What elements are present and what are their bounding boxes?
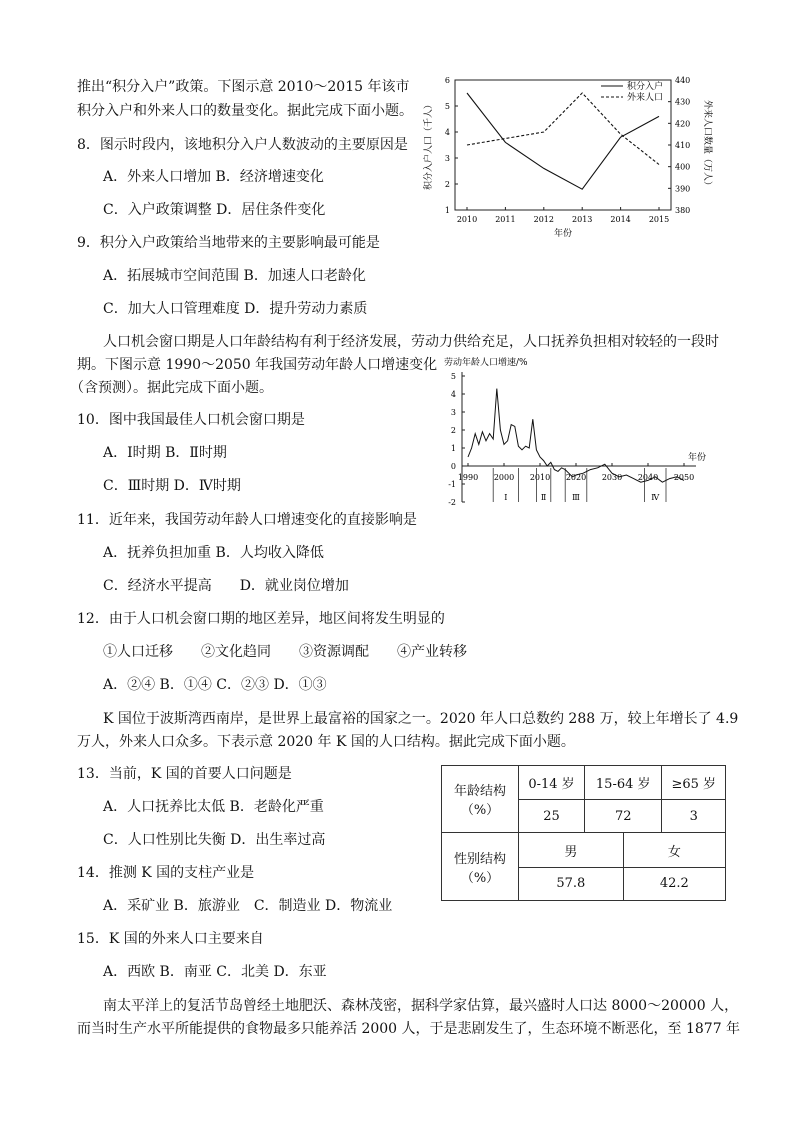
period-label: Ⅲ [572, 493, 580, 502]
x-tick-label: 2015 [648, 215, 670, 224]
period-label: Ⅱ [540, 493, 547, 502]
y-tick-label: 4 [444, 128, 450, 137]
intro1-line2: 积分入户和外来人口的数量变化。据此完成下面小题。 [77, 103, 413, 119]
y-tick-label: 5 [444, 102, 450, 111]
y-tick-label: 2 [450, 426, 456, 435]
intro4-line1: 南太平洋上的复活节岛曾经土地肥沃、森林茂密，据科学家估算，最兴盛时人口达 8000～20000 人， [103, 998, 739, 1014]
q11-options-2: C．经济水平提高 D．就业岗位增加 [103, 578, 349, 594]
q10-stem: 10．图中我国最佳人口机会窗口期是 [77, 412, 305, 428]
age-structure-header: 年龄结构 （%） [442, 766, 519, 833]
y2-tick-label: 440 [675, 76, 691, 85]
x-tick-label: 2030 [601, 473, 623, 482]
y2-tick-label: 410 [675, 141, 691, 150]
x-tick-label: 2000 [493, 473, 515, 482]
x-tick-label: 2012 [533, 215, 554, 224]
intro4-line2: 而当时生产水平所能提供的食物最多只能养活 2000 人，于是悲剧发生了，生态环境不断恶化，至 1877 年 [77, 1021, 741, 1037]
q8-options-1: A．外来人口增加 B．经济增速变化 [103, 169, 324, 185]
x-tick-label: 2013 [572, 215, 593, 224]
q9-options-2: C．加大人口管理难度 D．提升劳动力素质 [103, 301, 368, 317]
q14-options: A．采矿业 B．旅游业 C．制造业 D．物流业 [103, 898, 393, 914]
x-tick-label: 2020 [565, 473, 587, 482]
y2-tick-label: 400 [675, 162, 691, 172]
q15-stem: 15．K 国的外来人口主要来自 [77, 931, 264, 947]
x-tick-label: 2010 [456, 215, 478, 224]
y-axis-label: 积分入户人口（千人） [424, 99, 434, 191]
y-tick-label: 2 [444, 180, 450, 189]
q8-options-2: C．入户政策调整 D．居住条件变化 [103, 202, 326, 218]
y-tick-label: -1 [448, 480, 456, 489]
y-tick-label: 1 [444, 206, 450, 215]
y-tick-label: 1 [450, 444, 456, 453]
y-tick-label: 3 [444, 154, 450, 163]
q15-options: A．西欧 B．南亚 C．北美 D．东亚 [103, 964, 327, 980]
age-group-value: 3 [662, 800, 726, 833]
intro3-line1: K 国位于波斯湾西南岸，是世界上最富裕的国家之一。2020 年人口总数约 288 万，较上年增长了 4.9 [103, 711, 739, 727]
q8-stem: 8．图示时段内，该地积分入户人数波动的主要原因是 [77, 137, 408, 153]
series-line-2 [467, 93, 659, 165]
intro2-line3: （含预测）。据此完成下面小题。 [70, 380, 273, 396]
x-axis-label: 年份 [688, 453, 707, 463]
intro1-line1: 推出“积分入户”政策。下图示意 2010～2015 年该市 [77, 79, 410, 95]
y-tick-label: 0 [450, 462, 456, 471]
q11-stem: 11．近年来，我国劳动年龄人口增速变化的直接影响是 [77, 512, 417, 528]
sex-label: 女 [623, 833, 725, 867]
q12-stem: 12．由于人口机会窗口期的地区差异，地区间将发生明显的 [77, 611, 445, 627]
y2-tick-label: 380 [675, 206, 691, 215]
x-tick-label: 2014 [610, 215, 631, 224]
x-axis-label: 年份 [553, 229, 573, 239]
q9-stem: 9．积分入户政策给当地带来的主要影响最可能是 [77, 235, 380, 251]
y-tick-label: 3 [450, 408, 456, 417]
y-tick-label: -2 [448, 498, 456, 507]
q13-options-2: C．人口性别比失衡 D．出生率过高 [103, 832, 326, 848]
chart-working-age-growth [440, 352, 730, 514]
chart-title: 劳动年龄人口增速/% [444, 358, 528, 368]
legend-label: 外来人口 [627, 93, 664, 103]
q14-stem: 14．推测 K 国的支柱产业是 [77, 865, 255, 881]
q12-options: A．②④ B．①④ C．②③ D．①③ [103, 677, 327, 693]
intro3-line2: 万人，外来人口众多。下表示意 2020 年 K 国的人口结构。据此完成下面小题。 [77, 734, 575, 750]
intro2-line2: 期。下图示意 1990～2050 年我国劳动年龄人口增速变化 [77, 357, 438, 373]
x-tick-label: 2050 [673, 473, 695, 482]
period-label: Ⅳ [651, 493, 660, 502]
q11-options-1: A．抚养负担加重 B．人均收入降低 [103, 545, 324, 561]
x-tick-label: 2040 [637, 473, 659, 482]
x-tick-label: 1990 [457, 473, 479, 482]
y-tick-label: 6 [444, 76, 450, 85]
chart-settlement-population [415, 72, 720, 240]
sex-structure-header: 性别结构 （%） [442, 833, 519, 901]
y2-axis-label: 外来人口数量（万人） [702, 99, 712, 191]
q12-items: ①人口迁移 ②文化趋同 ③资源调配 ④产业转移 [103, 644, 467, 660]
q10-options-2: C．Ⅲ时期 D．Ⅳ时期 [103, 478, 241, 494]
y2-tick-label: 430 [675, 97, 691, 107]
age-group-label: 0-14 岁 [519, 766, 585, 800]
growth-line [468, 389, 684, 483]
y-tick-label: 4 [450, 390, 456, 399]
population-structure-table [441, 765, 726, 901]
q13-options-1: A．人口抚养比太低 B．老龄化严重 [103, 799, 324, 815]
q9-options-1: A．拓展城市空间范围 B．加速人口老龄化 [103, 268, 366, 284]
age-group-value: 25 [519, 800, 585, 833]
period-label: Ⅰ [504, 493, 508, 502]
y2-tick-label: 390 [675, 184, 691, 194]
intro2-line1: 人口机会窗口期是人口年龄结构有利于经济发展，劳动力供给充足，人口抚养负担相对较轻的一段时 [103, 334, 719, 350]
age-group-value: 72 [584, 800, 661, 833]
q10-options-1: A．Ⅰ时期 B．Ⅱ时期 [103, 445, 227, 461]
y-tick-label: 5 [450, 372, 456, 381]
sex-value: 42.2 [623, 867, 725, 900]
age-group-label: 15-64 岁 [584, 766, 661, 800]
sex-value: 57.8 [519, 867, 624, 900]
age-group-label: ≥65 岁 [662, 766, 726, 800]
y2-tick-label: 420 [675, 119, 691, 129]
legend-label: 积分入户 [627, 82, 664, 92]
x-tick-label: 2010 [529, 473, 551, 482]
sex-label: 男 [519, 833, 624, 867]
q13-stem: 13．当前，K 国的首要人口问题是 [77, 766, 292, 782]
x-tick-label: 2011 [495, 215, 516, 224]
